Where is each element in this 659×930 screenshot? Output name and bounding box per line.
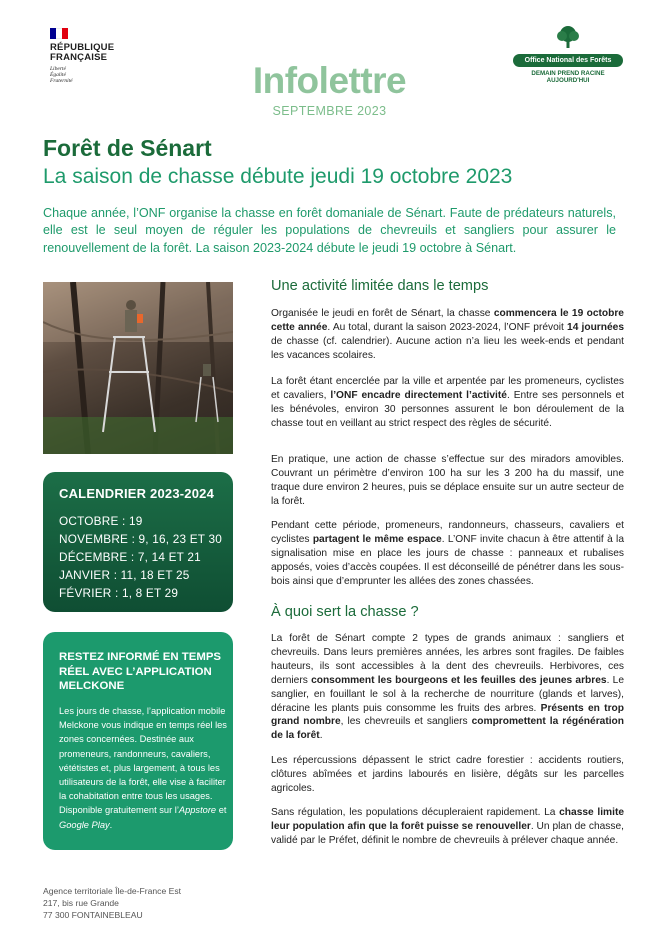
calendar-line: JANVIER : 11, 18 ET 25 (59, 568, 190, 582)
calendar-box (43, 472, 233, 612)
paragraph: La forêt de Sénart compte 2 types de grands animaux : sangliers et chevreuils. Dans leurs premières années, les arbres sont fragiles. De faibles hauteurs, ils sont accessibles à la dent des chevreuils. Herbivores, ces derniers consomment les bourgeons et les feuilles des jeunes arbres. Le sanglier, en fouillant le sol à la recherche de nourriture (glands et larves), déracine les plants puis consomme les fruits des arbres. Présents en trop grand nombre, les chevreuils et sangliers compromettent la régénération de la forêt. (271, 633, 624, 742)
calendar-line: FÉVRIER : 1, 8 ET 29 (59, 586, 179, 600)
info-box-title: RESTEZ INFORMÉ EN TEMPS RÉEL AVEC L’APPLICATION MELCKONE (59, 651, 222, 692)
melckone-info-box (43, 632, 233, 850)
onf-name: Office National des Forêts (513, 54, 623, 67)
appstore-name: Appstore (178, 805, 217, 816)
paragraph: Organisée le jeudi en forêt de Sénart, la chasse commencera le 19 octobre cette année. Au total, durant la saison 2023-2024, l’ONF prévoit 14 journées de chasse (cf. calendrier). Aucune action n’a lieu les week-ends et pendant les vacances scolaires. (271, 308, 624, 361)
paragraph: Sans régulation, les populations décupleraient rapidement. La chasse limite leur population afin que la forêt puisse se renouveller. Un plan de chasse, validé par le Préfet, définit le nombre de chevreuils à prélever chaque année. (271, 807, 624, 846)
page-subtitle: La saison de chasse débute jeudi 19 octobre 2023 (43, 165, 513, 188)
calendar-line: DÉCEMBRE : 7, 14 ET 21 (59, 550, 201, 564)
intro-paragraph: Chaque année, l’ONF organise la chasse en forêt domaniale de Sénart. Faute de prédateurs naturels, elle est le seul moyen de réguler les populations de chevreuils et sangliers pour assurer le renouvellement de la forêt. La saison 2023-2024 débute le jeudi 19 octobre à Sénart. (43, 206, 616, 255)
calendar-line: OCTOBRE : 19 (59, 514, 143, 528)
calendar-line: NOVEMBRE : 9, 16, 23 ET 30 (59, 532, 223, 546)
hunting-stand-illustration (43, 282, 233, 454)
paragraph: La forêt étant encerclée par la ville et arpentée par les promeneurs, cyclistes et cavaliers, l’ONF encadre directement l’activité. Entre ses personnels et les bénévoles, environ 30 personnes assurent le bon déroulement de la chasse tout en veillant au strict respect des règles de sécurité. (271, 376, 625, 429)
footer-address: Agence territoriale Île-de-France Est 217, bis rue Grande 77 300 FONTAINEBLEAU (43, 886, 182, 920)
issue-date: SEPTEMBRE 2023 (272, 104, 387, 118)
newsletter-title: Infolettre (252, 60, 407, 101)
section-heading-purpose: À quoi sert la chasse ? (271, 604, 419, 620)
section-heading-activity: Une activité limitée dans le temps (271, 278, 489, 294)
paragraph: En pratique, une action de chasse s’effectue sur des miradors amovibles. Couvrant un périmètre d’environ 100 ha sur les 3 200 ha du massif, une traque dure environ 2 heures, puis se déplace ensuite sur un autre secteur de la forêt. (271, 454, 624, 507)
info-box-body: Les jours de chasse, l’application mobile Melckone vous indique en temps réel les zones concernées. Destinée aux promeneurs, randonneurs, cavaliers, vététistes et, plus largement, à tous les utilisateurs de la forêt, elle vise à faciliter la cohabitation entre tous les usages. Disponible gratuitement sur l’Appstore et Google Play. (59, 706, 227, 830)
republique-francaise-title: RÉPUBLIQUE FRANÇAISE (50, 42, 115, 63)
hunting-photo (43, 282, 233, 454)
calendar-title: CALENDRIER 2023-2024 (59, 486, 215, 501)
google-play-name: Google Play (59, 819, 110, 830)
french-flag-icon (50, 28, 68, 39)
paragraph: Les répercussions dépassent le strict cadre forestier : accidents routiers, clôtures abîmées et jardins labourés en lisière, dégâts sur les parcelles agricoles. (271, 755, 624, 794)
paragraph: Pendant cette période, promeneurs, randonneurs, chasseurs, cavaliers et cyclistes partagent le même espace. L’ONF invite chacun à être attentif à la signalisation mise en place les jours de chasse : panneaux et rubalises apposés, voies d’accès coupées. Il est déconseillé de pénétrer dans les sous-bois ainsi que d’emprunter les allées des zones chassées. (271, 520, 624, 587)
page-title: Forêt de Sénart (43, 135, 212, 161)
onf-slogan: DEMAIN PREND RACINE AUJOURD'HUI (531, 70, 605, 84)
tree-icon (553, 26, 583, 48)
republique-motto: Liberté Égalité Fraternité (50, 66, 73, 84)
